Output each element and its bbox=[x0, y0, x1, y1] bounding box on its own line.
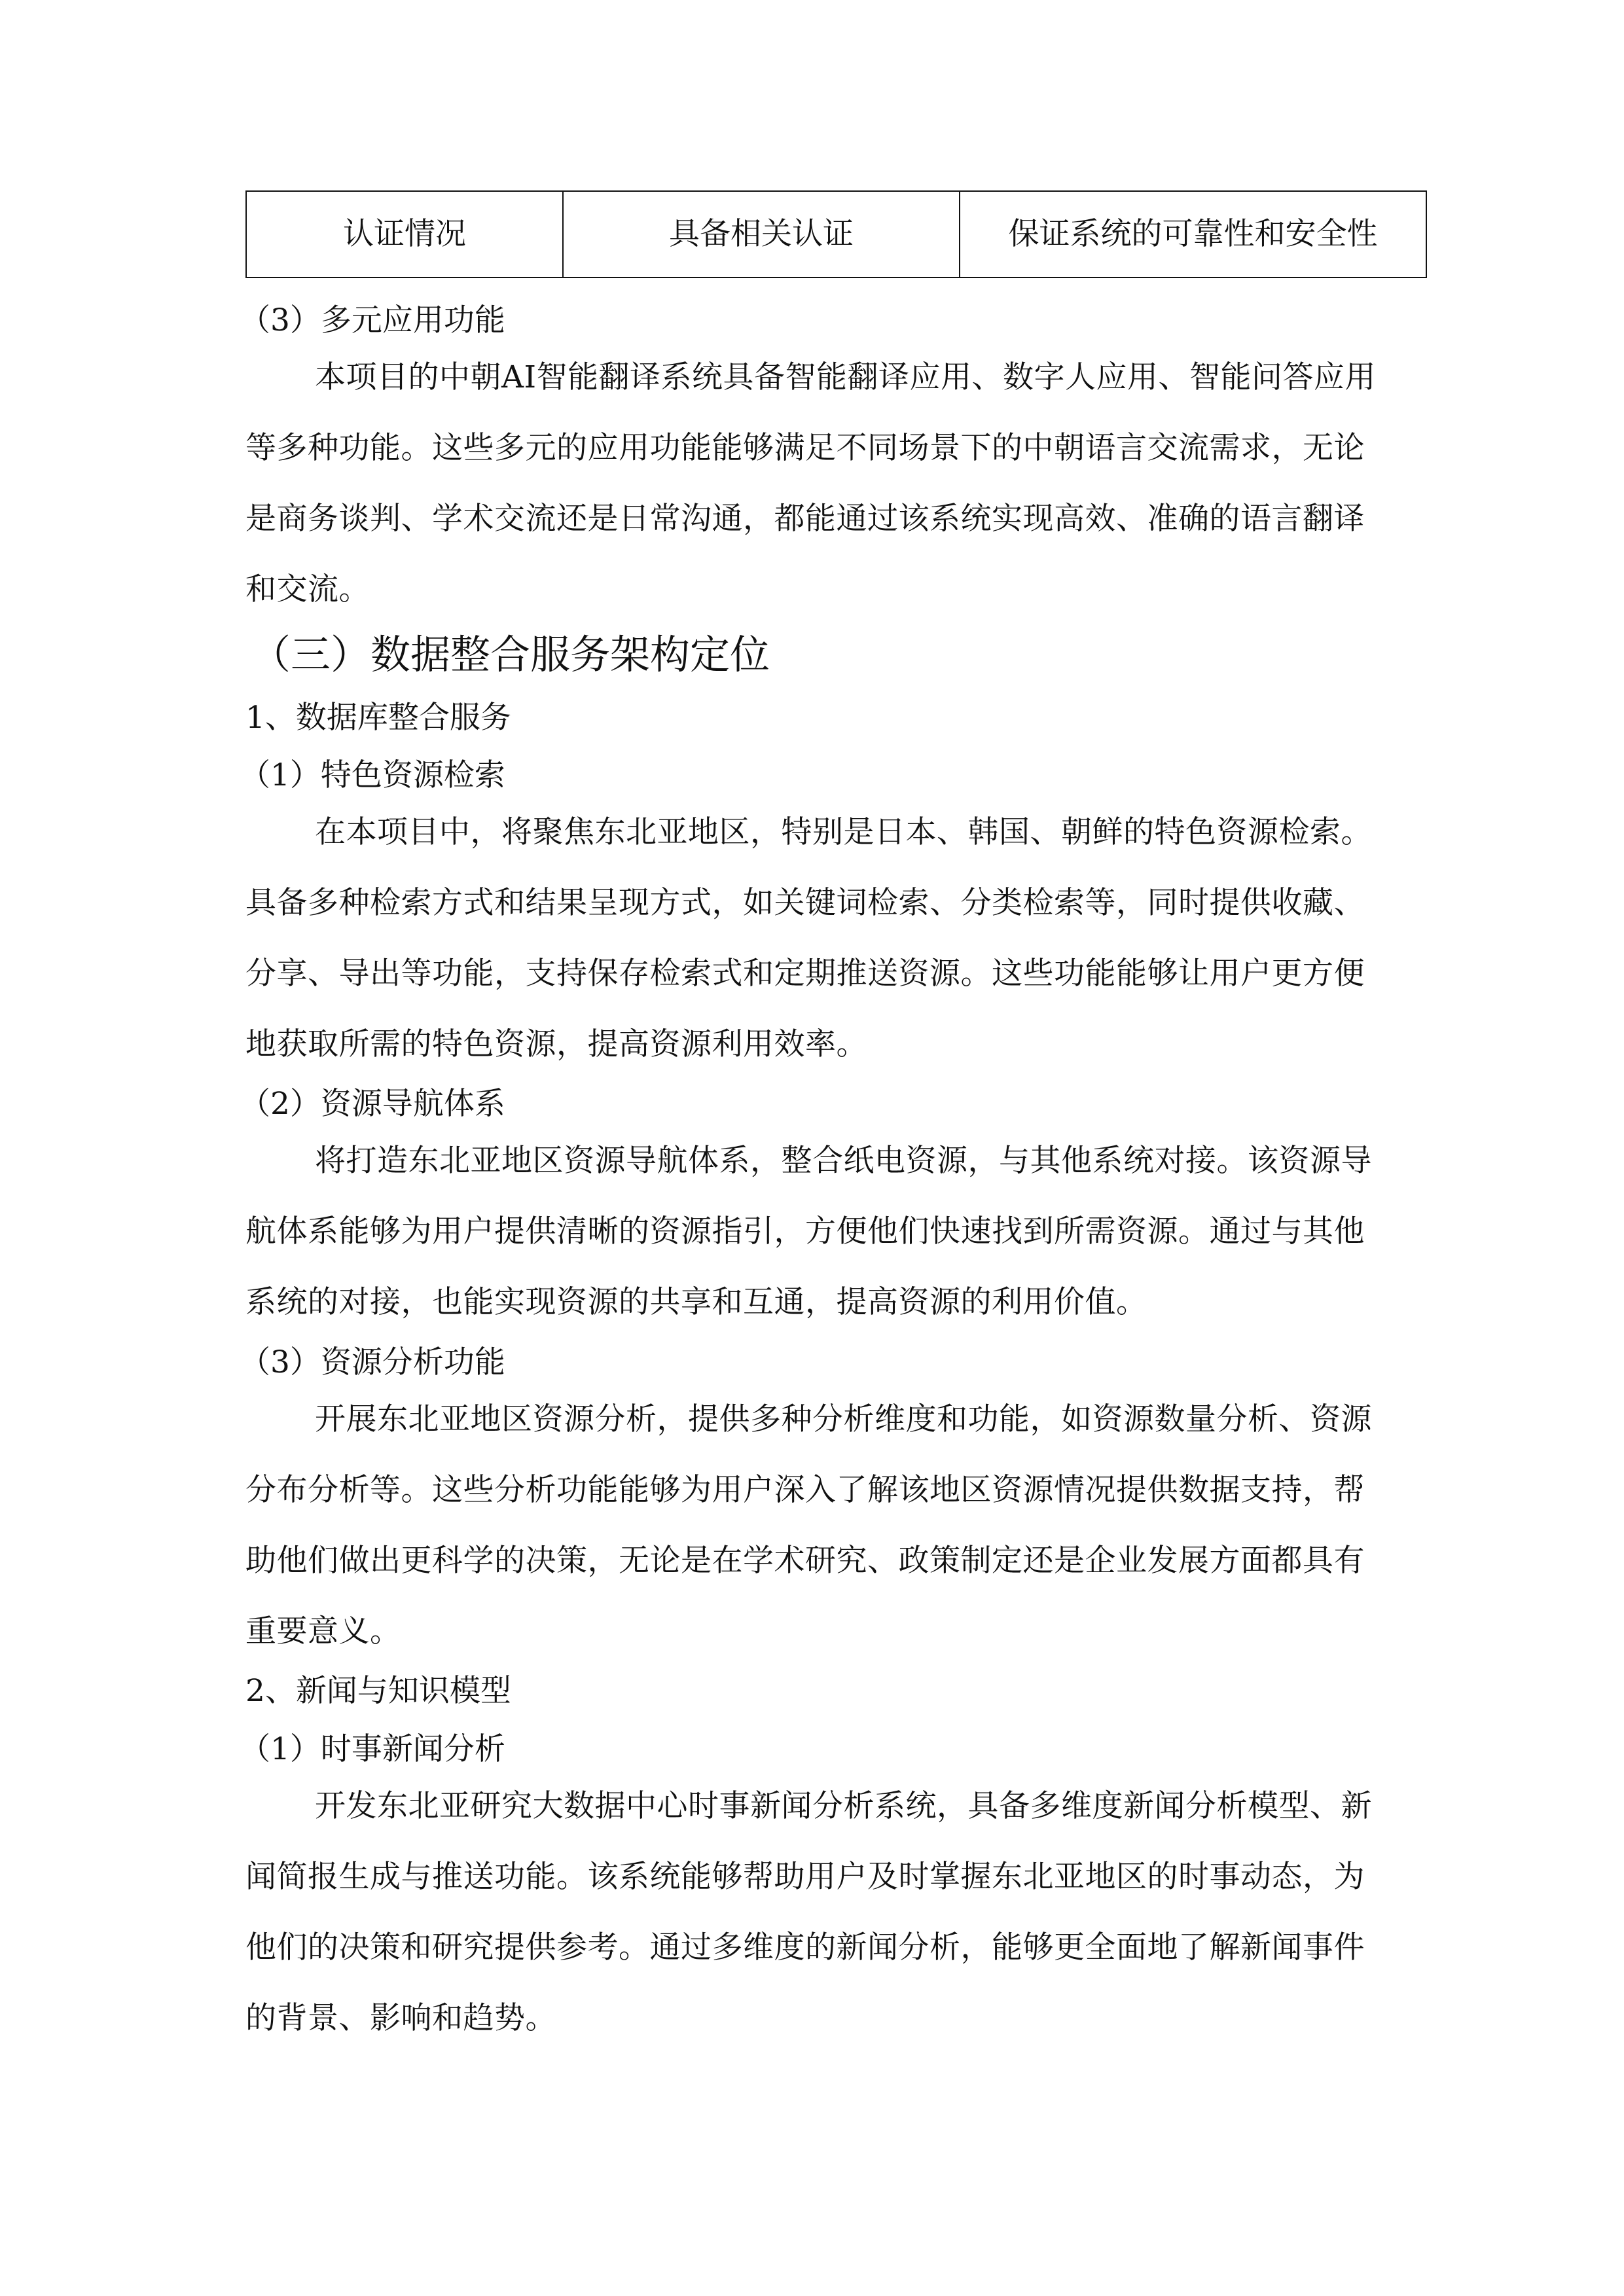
news-analysis-heading: （1）时事新闻分析 bbox=[240, 1731, 505, 1767]
resource-analysis-paragraph: 开展东北亚地区资源分析，提供多种分析维度和功能，如资源数量分析、资源分布分析等。这些分析功能能够为用户深入了解该地区资源情况提供数据支持，帮助他们做出更科学的决策，无论是在学术研究、政策制定还是企业发展方面都具有重要意义。 bbox=[245, 1401, 1372, 1649]
resource-search-paragraph: 在本项目中，将聚焦东北亚地区，特别是日本、韩国、朝鲜的特色资源检索。具备多种检索方式和结果呈现方式，如关键词检索、分类检索等，同时提供收藏、分享、导出等功能，支持保存检索式和定期推送资源。这些功能能够让用户更方便地获取所需的特色资源，提高资源利用效率。 bbox=[245, 814, 1372, 1062]
resource-search-heading: （1）特色资源检索 bbox=[240, 757, 505, 793]
table-cell-requirement: 具备相关认证 bbox=[563, 191, 960, 278]
multi-app-heading: （3）多元应用功能 bbox=[240, 302, 505, 338]
resource-analysis-heading: （3）资源分析功能 bbox=[240, 1344, 505, 1380]
spec-table bbox=[245, 190, 1427, 278]
resource-nav-paragraph: 将打造东北亚地区资源导航体系，整合纸电资源，与其他系统对接。该资源导航体系能够为用户提供清晰的资源指引，方便他们快速找到所需资源。通过与其他系统的对接，也能实现资源的共享和互通，提高资源的利用价值。 bbox=[245, 1143, 1372, 1320]
table-cell-purpose: 保证系统的可靠性和安全性 bbox=[960, 191, 1426, 278]
data-service-section-heading: （三）数据整合服务架构定位 bbox=[251, 632, 770, 678]
news-model-heading: 2、新闻与知识模型 bbox=[245, 1673, 511, 1709]
db-service-heading: 1、数据库整合服务 bbox=[245, 700, 511, 736]
multi-app-paragraph: 本项目的中朝AI智能翻译系统具备智能翻译应用、数字人应用、智能问答应用等多种功能。这些多元的应用功能能够满足不同场景下的中朝语言交流需求，无论是商务谈判、学术交流还是日常沟通，都能通过该系统实现高效、准确的语言翻译和交流。 bbox=[245, 359, 1377, 607]
table-cell-item: 认证情况 bbox=[246, 191, 563, 278]
resource-nav-heading: （2）资源导航体系 bbox=[240, 1086, 505, 1122]
certification-table-fragment bbox=[245, 190, 1382, 278]
table-row bbox=[246, 191, 1426, 278]
news-analysis-paragraph: 开发东北亚研究大数据中心时事新闻分析系统，具备多维度新闻分析模型、新闻简报生成与推送功能。该系统能够帮助用户及时掌握东北亚地区的时事动态，为他们的决策和研究提供参考。通过多维度的新闻分析，能够更全面地了解新闻事件的背景、影响和趋势。 bbox=[245, 1788, 1372, 2036]
